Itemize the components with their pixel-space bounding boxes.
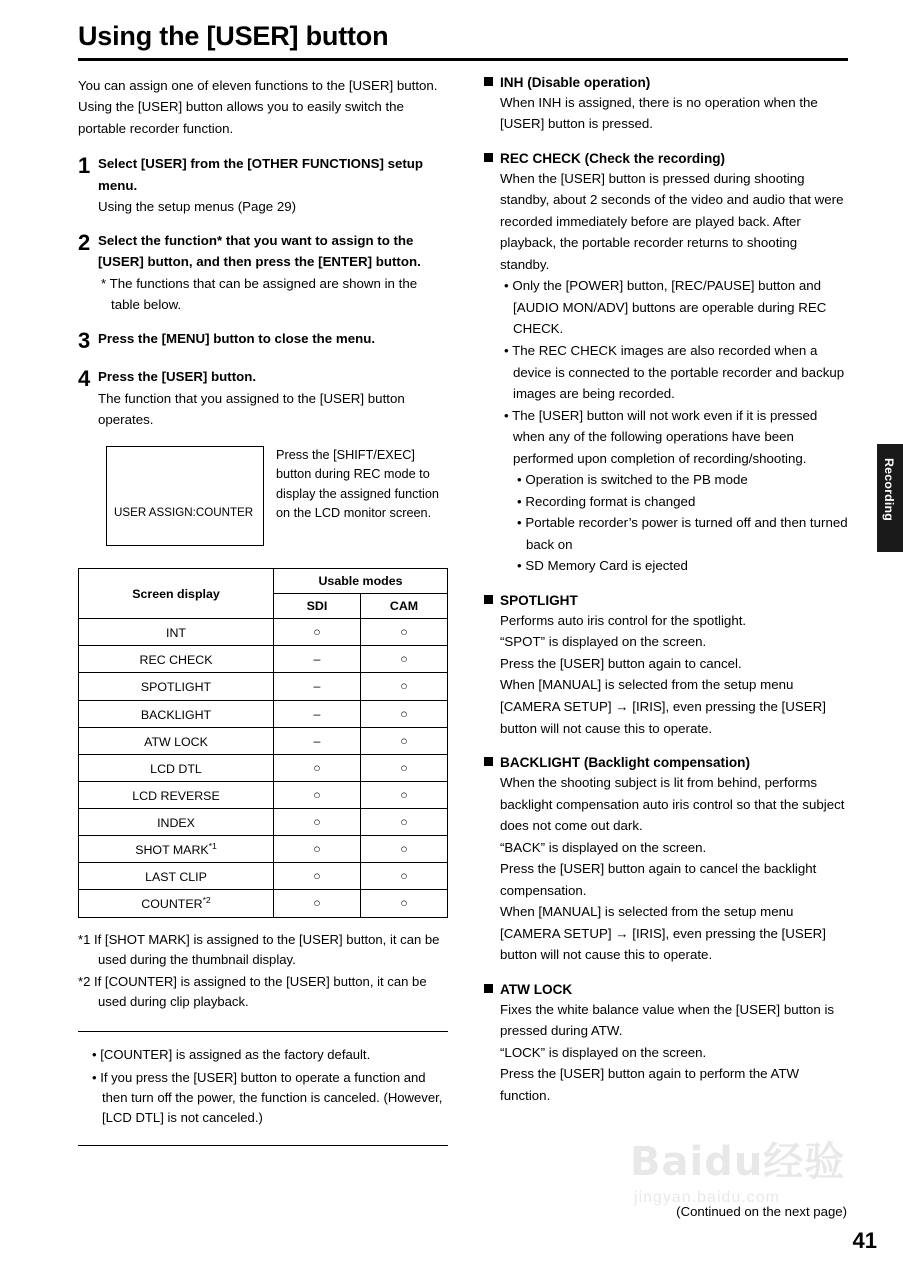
square-bullet-icon bbox=[484, 595, 493, 604]
cell-cam: ○ bbox=[361, 781, 448, 808]
section-backlight-line-2: “BACK” is displayed on the screen. bbox=[500, 839, 707, 855]
lcd-monitor-illustration bbox=[106, 446, 264, 546]
two-column-body bbox=[78, 75, 848, 1146]
table-row bbox=[79, 836, 448, 863]
section-spotlight-line-4: When [MANUAL] is selected from the setup menu [CAMERA SETUP] → [IRIS], even pressing the [USER] button will not cause this to operate. bbox=[500, 677, 826, 736]
cell-name bbox=[79, 809, 274, 836]
cell-name-footnote: *1 bbox=[208, 841, 217, 852]
step-2-body bbox=[98, 230, 448, 315]
cell-cam: ○ bbox=[361, 863, 448, 890]
page-title-block bbox=[78, 22, 848, 61]
section-backlight bbox=[484, 755, 848, 966]
watermark-sub: jingyan.baidu.com bbox=[634, 1189, 780, 1206]
section-rec-check-line-3: • The REC CHECK images are also recorded when a device is connected to the portable recorder and backup images are being recorded. bbox=[504, 343, 845, 402]
page-title: Using the [USER] button bbox=[78, 21, 389, 51]
header-screen-display: Screen display bbox=[79, 569, 274, 619]
section-atw-lock bbox=[484, 982, 848, 1107]
section-rec-check-line-4: • The [USER] button will not work even if it is pressed when any of the following operations have been performed upon completion of recording/shooting. bbox=[504, 407, 818, 466]
cell-name-footnote: *2 bbox=[202, 895, 211, 906]
page-content bbox=[78, 22, 848, 1146]
header-usable-modes: Usable modes bbox=[274, 569, 448, 594]
note-bullet-1: • [COUNTER] is assigned as the factory default. bbox=[92, 1046, 371, 1062]
lcd-screen-text: USER ASSIGN:COUNTER bbox=[114, 506, 254, 520]
cell-cam: ○ bbox=[361, 754, 448, 781]
section-tab-label: Recording bbox=[882, 458, 896, 522]
cell-name bbox=[79, 700, 274, 727]
section-tab-recording bbox=[877, 444, 903, 552]
cell-name bbox=[79, 836, 274, 863]
square-bullet-icon bbox=[484, 77, 493, 86]
cell-cam: ○ bbox=[361, 646, 448, 673]
section-spotlight-line-1: Performs auto iris control for the spotlight. bbox=[500, 612, 747, 628]
cell-name bbox=[79, 727, 274, 754]
step-1-subtext: Using the setup menus (Page 29) bbox=[98, 198, 297, 214]
section-spotlight-heading bbox=[484, 593, 848, 608]
cell-name-text: LCD REVERSE bbox=[132, 789, 220, 803]
step-1-body bbox=[98, 153, 448, 217]
section-atw-lock-line-1: Fixes the white balance value when the [USER] button is pressed during ATW. bbox=[500, 1001, 835, 1039]
table-row bbox=[79, 781, 448, 808]
step-4-number: 4 bbox=[78, 366, 91, 392]
section-atw-lock-heading bbox=[484, 982, 848, 997]
step-1-number: 1 bbox=[78, 153, 91, 179]
step-3-number: 3 bbox=[78, 328, 91, 354]
square-bullet-icon bbox=[484, 984, 493, 993]
cell-cam: ○ bbox=[361, 836, 448, 863]
section-rec-check-title: REC CHECK (Check the recording) bbox=[500, 150, 726, 166]
table-row bbox=[79, 619, 448, 646]
table-footnotes bbox=[78, 930, 448, 1013]
cell-sdi: – bbox=[274, 646, 361, 673]
section-inh bbox=[484, 75, 848, 135]
section-rec-check-line-6: • Recording format is changed bbox=[517, 493, 696, 509]
watermark-main: Baidu经验 bbox=[630, 1139, 846, 1185]
header-cam: CAM bbox=[361, 594, 448, 619]
cell-sdi: – bbox=[274, 673, 361, 700]
section-backlight-line-4: When [MANUAL] is selected from the setup menu [CAMERA SETUP] → [IRIS], even pressing the [USER] button will not cause this to operate. bbox=[500, 904, 826, 963]
cell-name-text: INT bbox=[166, 626, 186, 641]
section-backlight-body bbox=[484, 772, 848, 966]
cell-sdi: – bbox=[274, 700, 361, 727]
cell-name-text: ATW LOCK bbox=[144, 734, 208, 749]
cell-name bbox=[79, 619, 274, 646]
cell-name-text: REC CHECK bbox=[139, 653, 213, 668]
cell-cam: ○ bbox=[361, 809, 448, 836]
step-4-heading: Press the [USER] button. bbox=[98, 369, 257, 385]
cell-name bbox=[79, 781, 274, 808]
section-inh-line-1: When INH is assigned, there is no operation when the [USER] button is pressed. bbox=[500, 94, 818, 132]
cell-sdi: – bbox=[274, 727, 361, 754]
cell-name bbox=[79, 754, 274, 781]
section-spotlight-line-3: Press the [USER] button again to cancel. bbox=[500, 655, 742, 671]
table-row bbox=[79, 890, 448, 917]
section-backlight-title: BACKLIGHT (Backlight compensation) bbox=[500, 755, 750, 771]
cell-name-text: SHOT MARK bbox=[135, 843, 209, 858]
cell-sdi: ○ bbox=[274, 619, 361, 646]
section-spotlight bbox=[484, 593, 848, 739]
page-number: 41 bbox=[852, 1228, 877, 1253]
step-4 bbox=[78, 366, 448, 430]
section-atw-lock-line-2: “LOCK” is displayed on the screen. bbox=[500, 1044, 707, 1060]
cell-cam: ○ bbox=[361, 673, 448, 700]
step-2 bbox=[78, 230, 448, 315]
table-row bbox=[79, 754, 448, 781]
section-rec-check-line-1: When the [USER] button is pressed during shooting standby, about 2 seconds of the video and audio that were recorded immediately before are played back. After playback, the portable recorder returns to shooting standby. bbox=[500, 170, 844, 272]
step-2-heading: Select the function* that you want to assign to the [USER] button, and then press the [ENTER] button. bbox=[98, 233, 421, 270]
table-row bbox=[79, 646, 448, 673]
cell-sdi: ○ bbox=[274, 890, 361, 917]
cell-sdi: ○ bbox=[274, 863, 361, 890]
section-rec-check-line-7: • Portable recorder’s power is turned off and then turned back on bbox=[517, 515, 848, 552]
section-spotlight-title: SPOTLIGHT bbox=[500, 592, 578, 608]
section-atw-lock-title: ATW LOCK bbox=[500, 981, 573, 997]
section-atw-lock-body bbox=[484, 999, 848, 1107]
section-inh-title: INH (Disable operation) bbox=[500, 74, 651, 90]
section-rec-check-line-8: • SD Memory Card is ejected bbox=[517, 558, 688, 574]
lcd-illustration-row bbox=[106, 446, 448, 546]
step-2-note: * The functions that can be assigned are shown in the table below. bbox=[101, 275, 418, 312]
cell-name-text: LAST CLIP bbox=[145, 870, 207, 885]
section-rec-check-line-2: • Only the [POWER] button, [REC/PAUSE] button and [AUDIO MON/ADV] buttons are operable during REC CHECK. bbox=[504, 278, 827, 337]
step-4-body bbox=[98, 366, 448, 430]
step-3-body bbox=[98, 328, 375, 353]
table-row bbox=[79, 727, 448, 754]
table-row bbox=[79, 809, 448, 836]
cell-name-text: LCD DTL bbox=[150, 761, 202, 776]
step-4-subtext: The function that you assigned to the [USER] button operates. bbox=[98, 390, 405, 427]
cell-sdi: ○ bbox=[274, 754, 361, 781]
cell-cam: ○ bbox=[361, 619, 448, 646]
section-rec-check-heading bbox=[484, 151, 848, 166]
section-rec-check-line-5: • Operation is switched to the PB mode bbox=[517, 472, 748, 488]
cell-name bbox=[79, 863, 274, 890]
continued-note: (Continued on the next page) bbox=[676, 1204, 847, 1219]
table-row bbox=[79, 700, 448, 727]
table-row bbox=[79, 673, 448, 700]
section-atw-lock-line-3: Press the [USER] button again to perform the ATW function. bbox=[500, 1066, 800, 1103]
section-backlight-line-3: Press the [USER] button again to cancel the backlight compensation. bbox=[500, 861, 817, 898]
square-bullet-icon bbox=[484, 757, 493, 766]
section-rec-check-body bbox=[484, 168, 848, 577]
footnote-2: *2 If [COUNTER] is assigned to the [USER] button, it can be used during clip playback. bbox=[78, 974, 427, 1010]
usable-modes-table-body bbox=[79, 619, 448, 917]
right-column bbox=[484, 75, 848, 1146]
cell-name bbox=[79, 673, 274, 700]
header-sdi: SDI bbox=[274, 594, 361, 619]
footnote-1: *1 If [SHOT MARK] is assigned to the [USER] button, it can be used during the thumbnail display. bbox=[78, 931, 440, 967]
left-column bbox=[78, 75, 448, 1146]
cell-name-text: BACKLIGHT bbox=[140, 707, 212, 722]
usable-modes-table bbox=[78, 568, 448, 917]
cell-cam: ○ bbox=[361, 700, 448, 727]
step-1 bbox=[78, 153, 448, 217]
cell-sdi: ○ bbox=[274, 809, 361, 836]
section-spotlight-body bbox=[484, 610, 848, 739]
note-bullet-2: • If you press the [USER] button to operate a function and then turn off the power, the function is canceled. (However, [LCD DTL] is not canceled.) bbox=[92, 1069, 443, 1126]
cell-name bbox=[79, 890, 274, 917]
section-inh-heading bbox=[484, 75, 848, 90]
square-bullet-icon bbox=[484, 153, 493, 162]
cell-cam: ○ bbox=[361, 727, 448, 754]
step-2-number: 2 bbox=[78, 230, 91, 256]
section-backlight-heading bbox=[484, 755, 848, 770]
cell-cam: ○ bbox=[361, 890, 448, 917]
intro-paragraph: You can assign one of eleven functions to the [USER] button. Using the [USER] button allows you to easily switch the portable recorder function. bbox=[78, 77, 438, 136]
notes-box bbox=[78, 1031, 448, 1146]
step-3 bbox=[78, 328, 448, 353]
section-rec-check bbox=[484, 151, 848, 577]
cell-name-text: COUNTER bbox=[141, 897, 203, 912]
step-1-heading: Select [USER] from the [OTHER FUNCTIONS] setup menu. bbox=[98, 156, 424, 193]
step-3-heading: Press the [MENU] button to close the menu. bbox=[98, 331, 376, 347]
section-spotlight-line-2: “SPOT” is displayed on the screen. bbox=[500, 634, 707, 650]
section-inh-body bbox=[484, 92, 848, 135]
lcd-caption: Press the [SHIFT/EXEC] button during REC mode to display the assigned function on the LCD monitor screen. bbox=[276, 448, 439, 521]
table-header-row-1 bbox=[79, 569, 448, 594]
cell-name-text: SPOTLIGHT bbox=[140, 680, 212, 695]
table-row bbox=[79, 863, 448, 890]
section-backlight-line-1: When the shooting subject is lit from behind, performs backlight compensation auto iris control so that the subject does not come out dark. bbox=[500, 775, 845, 834]
cell-name-text: INDEX bbox=[157, 816, 195, 831]
cell-sdi: ○ bbox=[274, 781, 361, 808]
cell-name bbox=[79, 646, 274, 673]
cell-sdi: ○ bbox=[274, 836, 361, 863]
